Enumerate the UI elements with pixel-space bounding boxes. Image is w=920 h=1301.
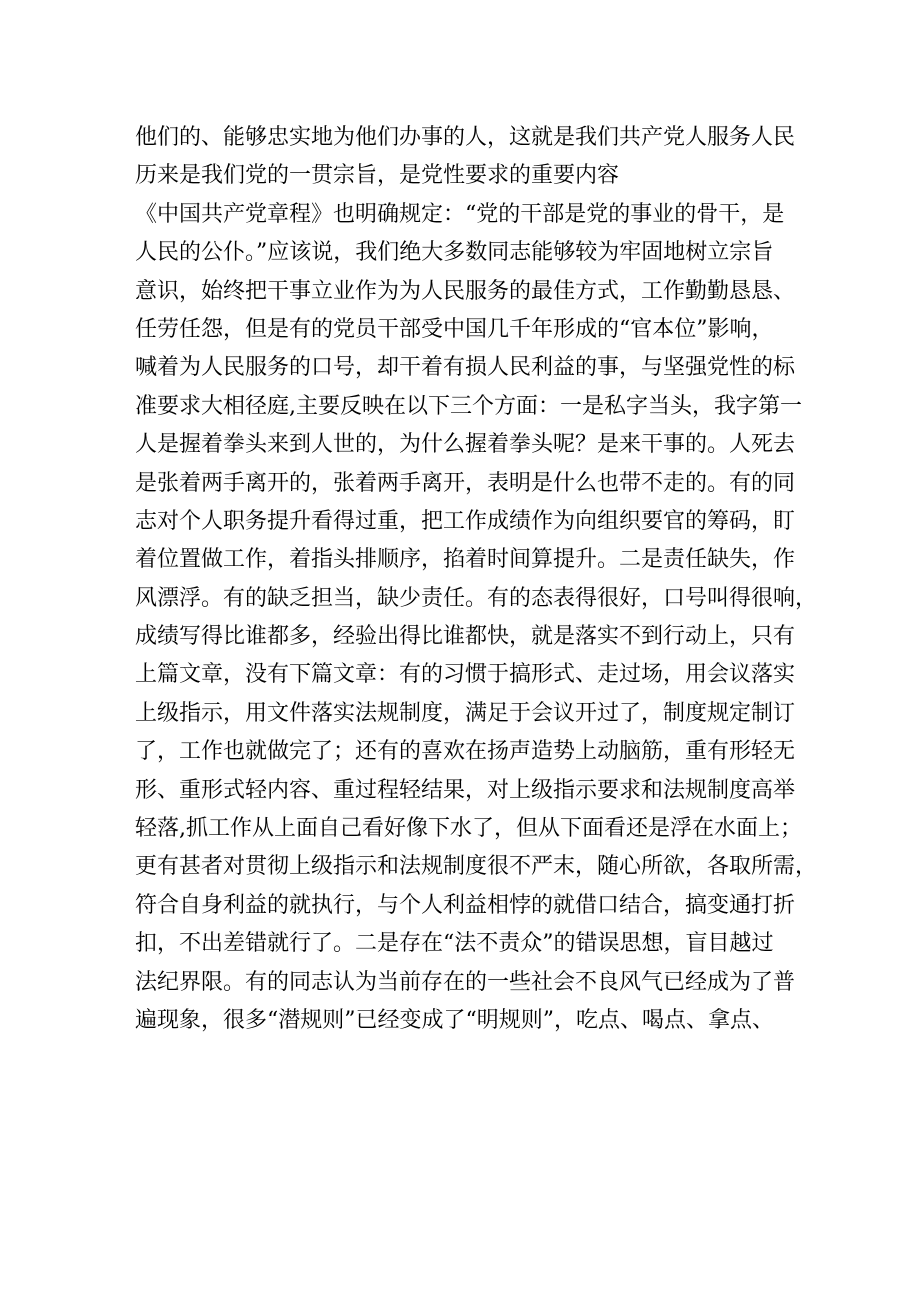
text-line: 意识，始终把干事立业作为为人民服务的最佳方式，工作勤勤恳恳、 — [135, 278, 796, 304]
text-line: 任劳任怨，但是有的党员干部受中国几千年形成的“官本位”影响， — [135, 316, 774, 342]
text-line: 更有甚者对贯彻上级指示和法规制度很不严末，随心所欲，各取所需， — [135, 854, 818, 880]
text-line: 人是握着拳头来到人世的，为什么握着拳头呢？是来干事的。人死去 — [135, 432, 796, 458]
text-line: 是张着两手离开的，张着两手离开，表明是什么也带不走的。有的同 — [135, 470, 796, 496]
text-line: 历来是我们党的一贯宗旨，是党性要求的重要内容 — [135, 163, 620, 189]
text-line: 了，工作也就做完了；还有的喜欢在扬声造势上动脑筋，重有形轻无 — [135, 739, 796, 765]
text-line: 他们的、能够忠实地为他们办事的人，这就是我们共产党人服务人民 — [135, 125, 796, 150]
text-line: 人民的公仆。”应该说，我们绝大多数同志能够较为牢固地树立宗旨 — [135, 240, 774, 266]
text-line: 符合自身利益的就执行，与个人利益相悖的就借口结合，搞变通打折 — [135, 892, 796, 918]
text-line: 上级指示，用文件落实法规制度，满足于会议开过了，制度规定制订 — [135, 700, 796, 726]
text-line: 成绩写得比谁都多，经验出得比谁都快，就是落实不到行动上，只有 — [135, 624, 796, 650]
text-line: 准要求大相径庭,主要反映在以下三个方面：一是私字当头，我字第一 — [135, 393, 802, 419]
text-line: 风漂浮。有的缺乏担当，缺少责任。有的态表得很好，口号叫得很响， — [135, 585, 818, 611]
text-line: 着位置做工作，着指头排顺序，掐着时间算提升。二是责任缺失，作 — [135, 547, 796, 573]
text-line: 遍现象，很多“潜规则”已经变成了“明规则”，吃点、喝点、拿点、 — [135, 1007, 774, 1033]
text-line: 法纪界限。有的同志认为当前存在的一些社会不良风气已经成为了普 — [135, 969, 796, 995]
text-line: 扣，不出差错就行了。二是存在“法不责众”的错误思想，盲目越过 — [135, 931, 774, 957]
text-line: 形、重形式轻内容、重过程轻结果，对上级指示要求和法规制度高举 — [135, 777, 796, 803]
text-line: 志对个人职务提升看得过重，把工作成绩作为向组织要官的筹码，盯 — [135, 508, 796, 534]
body-text — [135, 119, 818, 1040]
text-line: 《中国共产党章程》也明确规定：“党的干部是党的事业的骨干，是 — [135, 201, 785, 227]
text-line: 轻落,抓工作从上面自己看好像下水了，但从下面看还是浮在水面上； — [135, 816, 802, 842]
text-line: 喊着为人民服务的口号，却干着有损人民利益的事，与坚强党性的标 — [135, 355, 796, 381]
text-line: 上篇文章，没有下篇文章：有的习惯于搞形式、走过场，用会议落实 — [135, 662, 796, 688]
